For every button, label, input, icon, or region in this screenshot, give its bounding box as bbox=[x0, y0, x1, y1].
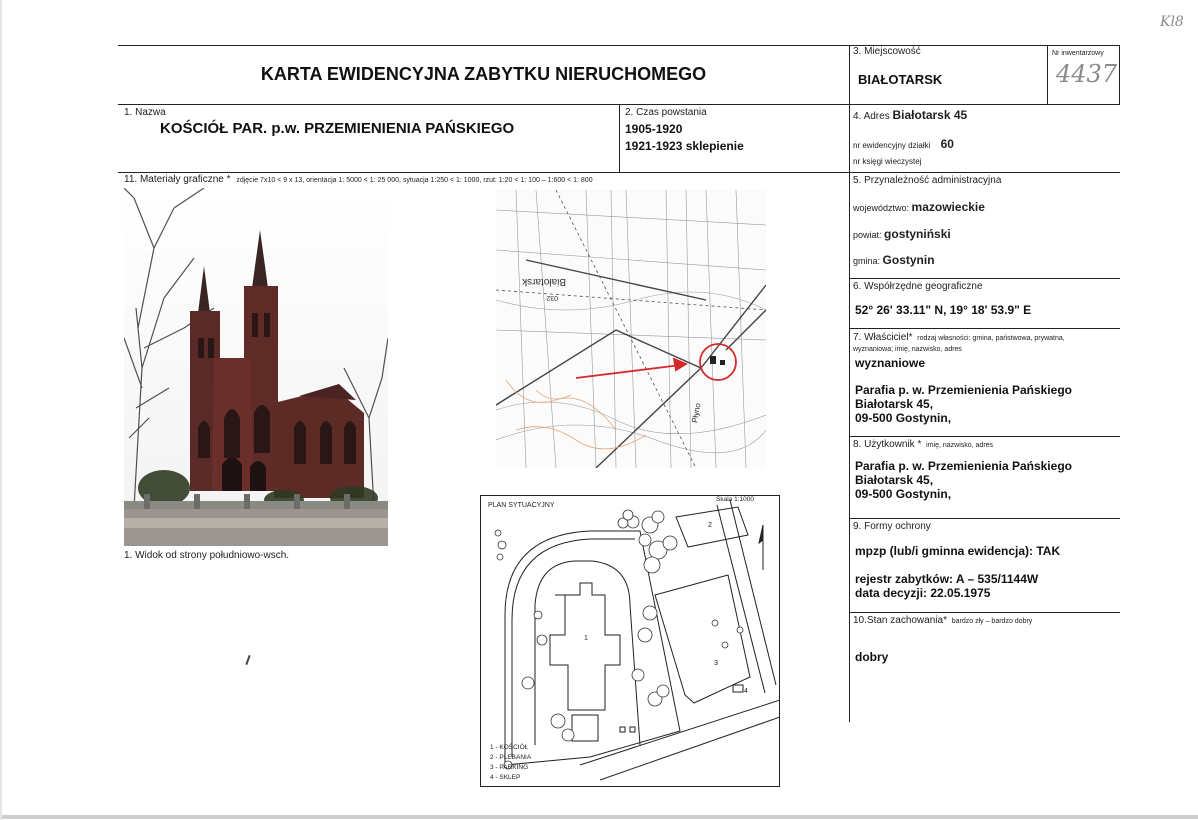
county-value: gostyniński bbox=[884, 227, 951, 241]
voivodeship-label: województwo: bbox=[853, 203, 910, 213]
admin-bottom bbox=[850, 278, 1120, 279]
parcel-value: 60 bbox=[940, 137, 954, 151]
county-row bbox=[853, 227, 951, 241]
topographic-map bbox=[496, 190, 766, 468]
land-register-label: nr księgi wieczystej bbox=[853, 157, 922, 166]
owner-line3: 09-500 Gostynin, bbox=[855, 411, 952, 425]
coords-label: 6. Współrzędne geograficzne bbox=[853, 281, 983, 292]
coords-bottom bbox=[850, 328, 1120, 329]
condition-value: dobry bbox=[855, 650, 889, 664]
condition-label: 10.Stan zachowania* bbox=[853, 615, 947, 626]
row2-divider-right bbox=[850, 172, 1120, 173]
user-label: 8. Użytkownik * bbox=[853, 439, 922, 450]
owner-line2: Białotarsk 45, bbox=[855, 397, 934, 411]
place-value: BIAŁOTARSK bbox=[858, 72, 943, 87]
map-code-label: 032 bbox=[546, 294, 558, 301]
owner-note2: wyznaniowa; imię, nazwisko, adres bbox=[853, 346, 962, 353]
user-header bbox=[853, 439, 993, 450]
owner-header bbox=[853, 332, 1065, 343]
parcel-row bbox=[853, 137, 954, 151]
page-left-edge bbox=[0, 0, 2, 820]
top-border bbox=[118, 45, 1120, 46]
map-town-label: Białotarsk bbox=[522, 276, 566, 287]
scan-mark bbox=[245, 655, 250, 665]
plan-scale: Skala 1:1000 bbox=[716, 496, 754, 503]
map-other-label: Płyno bbox=[690, 402, 703, 424]
coords-value: 52° 26' 33.11" N, 19° 18' 53.9" E bbox=[855, 303, 1032, 317]
user-line1: Parafia p. w. Przemienienia Pańskiego bbox=[855, 459, 1072, 473]
address-row bbox=[853, 108, 967, 122]
right-outer-top bbox=[1119, 45, 1120, 104]
name-value: KOŚCIÓŁ PAR. p.w. PRZEMIENIENIA PAŃSKIEGO bbox=[160, 120, 515, 137]
user-bottom bbox=[850, 518, 1120, 519]
photo-caption: 1. Widok od strony południowo-wsch. bbox=[124, 550, 290, 561]
plan-number-2: 2 bbox=[708, 522, 712, 529]
address-value: Białotarsk 45 bbox=[892, 108, 968, 122]
owner-bottom bbox=[850, 436, 1120, 437]
church-photo bbox=[124, 188, 388, 546]
document-title: KARTA EWIDENCYJNA ZABYTKU NIERUCHOMEGO bbox=[260, 64, 707, 84]
inventory-label: Nr inwentarzowy bbox=[1052, 50, 1104, 57]
plan-legend-4: 4 - SKLEP bbox=[490, 774, 521, 781]
time-line2: 1921-1923 sklepienie bbox=[625, 139, 744, 153]
right-column-border bbox=[849, 45, 850, 722]
user-line3: 09-500 Gostynin, bbox=[855, 487, 952, 501]
address-label: 4. Adres bbox=[853, 111, 890, 122]
protection-register: rejestr zabytków: A – 535/1144W bbox=[855, 572, 1039, 586]
owner-line1: Parafia p. w. Przemienienia Pańskiego bbox=[855, 383, 1072, 397]
name-label: 1. Nazwa bbox=[124, 107, 166, 118]
owner-type: wyznaniowe bbox=[855, 356, 926, 370]
parcel-label: nr ewidencyjny działki bbox=[853, 141, 931, 150]
row2-divider-left bbox=[118, 172, 850, 173]
plan-legend-3: 3 - PARKING bbox=[490, 764, 529, 771]
commune-label: gmina: bbox=[853, 256, 881, 266]
corner-handwritten-mark: Kl8 bbox=[1160, 14, 1184, 30]
materials-row bbox=[124, 174, 593, 185]
commune-row bbox=[853, 253, 935, 267]
time-column-border bbox=[619, 104, 620, 172]
protection-bottom bbox=[850, 612, 1120, 613]
owner-label: 7. Właściciel* bbox=[853, 332, 913, 343]
time-label: 2. Czas powstania bbox=[625, 107, 707, 118]
materials-label: 11. Materiały graficzne * bbox=[124, 174, 231, 185]
user-line2: Białotarsk 45, bbox=[855, 473, 934, 487]
plan-legend-1: 1 - KOŚCIÓŁ bbox=[490, 744, 529, 751]
owner-note1: rodzaj własności: gmina, państwowa, prywatna, bbox=[917, 335, 1065, 342]
plan-number-4: 4 bbox=[744, 688, 748, 695]
plan-title: PLAN SYTUACYJNY bbox=[488, 502, 555, 509]
plan-number-3: 3 bbox=[714, 660, 718, 667]
commune-value: Gostynin bbox=[882, 253, 935, 267]
protection-decision: data decyzji: 22.05.1975 bbox=[855, 586, 991, 600]
county-label: powiat: bbox=[853, 230, 882, 240]
materials-note: zdjęcie 7x10 < 9 x 13, orientacja 1: 5000 < 1: 25 000, sytuacja 1:250 < 1: 1000, rzut: 1:20 < 1: 100 – 1:600 < 1: 800 bbox=[236, 177, 593, 184]
protection-mpzp: mpzp (lub/i gminna ewidencja): TAK bbox=[855, 544, 1061, 558]
plan-legend-2: 2 - PLEBANIA bbox=[490, 754, 532, 761]
site-plan bbox=[480, 495, 780, 787]
condition-note: bardzo zły – bardzo dobry bbox=[951, 618, 1033, 625]
inventory-box-left bbox=[1047, 45, 1048, 104]
time-line1: 1905-1920 bbox=[625, 122, 683, 136]
place-label: 3. Miejscowość bbox=[853, 46, 921, 57]
page-bottom-edge bbox=[0, 815, 1198, 819]
protection-label: 9. Formy ochrony bbox=[853, 521, 931, 532]
condition-header bbox=[853, 615, 1032, 626]
plan-number-1: 1 bbox=[584, 635, 588, 642]
user-note: imię, nazwisko, adres bbox=[926, 442, 994, 449]
inventory-value: 4437 bbox=[1056, 60, 1118, 88]
voivodeship-row bbox=[853, 200, 985, 214]
admin-label: 5. Przynależność administracyjna bbox=[853, 175, 1002, 186]
voivodeship-value: mazowieckie bbox=[911, 200, 985, 214]
